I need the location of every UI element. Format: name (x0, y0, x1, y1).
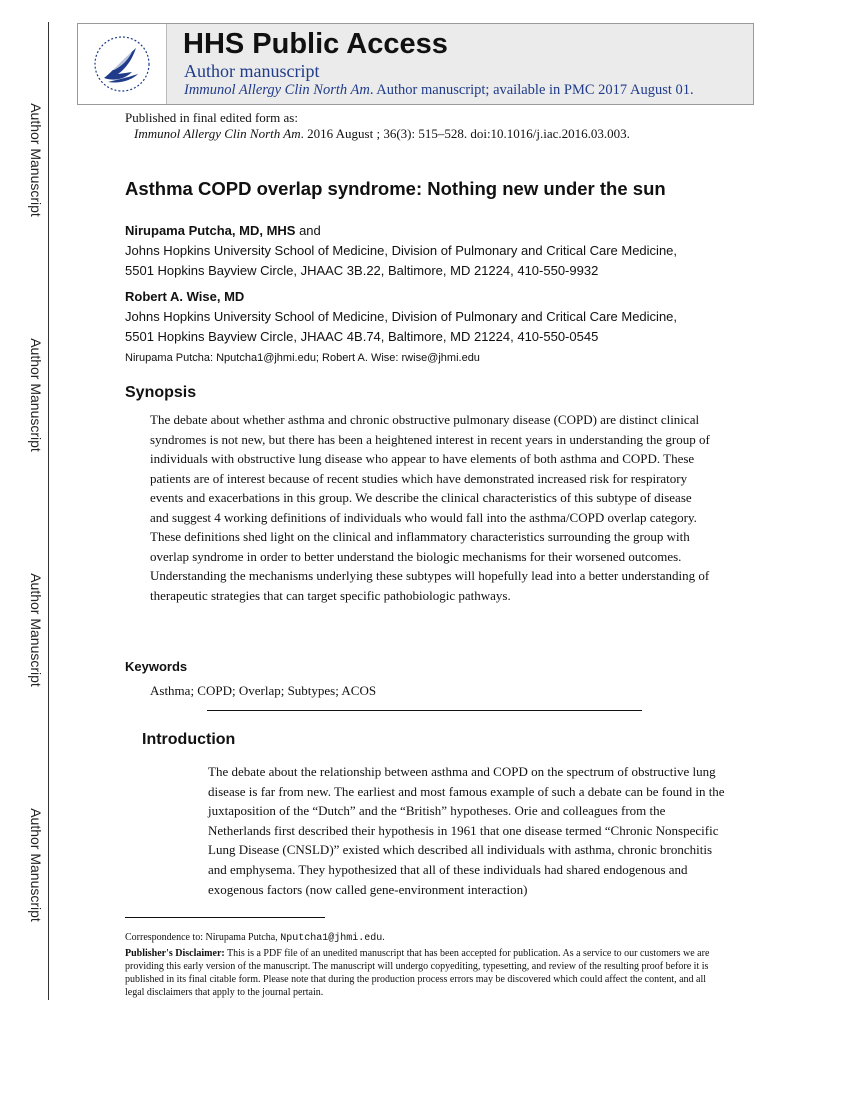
hhs-eagle-logo-icon (78, 24, 167, 104)
banner-title: HHS Public Access (183, 28, 448, 60)
side-label: Author Manuscript (28, 338, 44, 452)
author-emails: Nirupama Putcha: Nputcha1@jhmi.edu; Robert A. Wise: rwise@jhmi.edu (125, 352, 480, 364)
banner-citation: Immunol Allergy Clin North Am. Author manuscript; available in PMC 2017 August 01. (184, 82, 694, 98)
hhs-header-banner (77, 23, 754, 105)
keywords-heading: Keywords (125, 659, 188, 674)
introduction-text: The debate about the relationship between asthma and COPD on the spectrum of obstructive lung disease is far from new. The earliest and most famous example of such a debate can be found in the juxtaposition of the “Dutch” and the “British” hypotheses. Orie and colleagues from the Netherlands first described their hypothesis in 1961 that one disease termed “Chronic Nonspecific Lung Disease (CNSLD)” existed which described all individuals with asthma, chronic bronchitis and emphysema. They hypothesized that all of these individuals had shared endogenous and exogenous factors (now called gene-environment interaction) (208, 764, 725, 897)
correspondence-email: Nputcha1@jhmi.edu (280, 933, 383, 944)
article-title: Asthma COPD overlap syndrome: Nothing new under the sun (125, 178, 666, 199)
publication-citation: Immunol Allergy Clin North Am. 2016 August ; 36(3): 515–528. doi:10.1016/j.iac.2016.03.003. (134, 126, 630, 141)
author-address: 5501 Hopkins Bayview Circle, JHAAC 4B.74, Baltimore, MD 21224, 410-550-0545 (125, 329, 599, 344)
author-name: Robert A. Wise, MD (125, 289, 245, 304)
author-address: 5501 Hopkins Bayview Circle, JHAAC 3B.22, Baltimore, MD 21224, 410-550-9932 (125, 263, 599, 278)
footnote-divider (125, 917, 325, 918)
author-affiliation: Johns Hopkins University School of Medicine, Division of Pulmonary and Critical Care Medicine, (125, 309, 678, 324)
author-block (125, 287, 677, 347)
correspondence-note: Correspondence to: Nirupama Putcha, Nputcha1@jhmi.edu. (125, 932, 385, 944)
keywords-text: Asthma; COPD; Overlap; Subtypes; ACOS (150, 683, 377, 698)
side-label: Author Manuscript (28, 808, 44, 922)
banner-subtitle: Author manuscript (184, 61, 320, 81)
author-name: Nirupama Putcha, MD, MHS (125, 223, 296, 238)
published-in-label: Published in final edited form as: (125, 110, 298, 125)
author-block: Nirupama Putcha, MD, MHS and Johns Hopkins University School of Medicine, Division of Pulmonary and Critical Care Medicine, 5501 Hopkins Bayview Circle, JHAAC 3B.22, Baltimore, MD 21224, 410-550-9932 (125, 221, 677, 281)
author-affiliation: Johns Hopkins University School of Medicine, Division of Pulmonary and Critical Care Medicine, (125, 243, 678, 258)
section-divider (207, 710, 642, 711)
side-label: Author Manuscript (28, 573, 44, 687)
synopsis-heading: Synopsis (125, 384, 197, 401)
side-label: Author Manuscript (28, 103, 44, 217)
synopsis-text: The debate about whether asthma and chronic obstructive pulmonary disease (COPD) are distinct clinical syndromes is not new, but there has been a heightened interest in recent years in understanding the group of individuals with obstructive lung disease who appear to have elements of both asthma and COPD. These patients are of interest because of recent studies which have demonstrated increased risk for respiratory events and exacerbations in this group. We describe the clinical characteristics of this subtype of disease and suggest 4 working definitions of individuals who would fall into the asthma/COPD overlap category. These definitions shed light on the clinical and inflammatory characteristics surrounding the group with overlap syndrome in order to better understand the biologic mechanisms for their worsened outcomes. Understanding the mechanisms underlying these subtypes will hopefully lead into a better understanding of therapeutic strategies that can target specific pathobiologic pathways. (150, 412, 710, 603)
publisher-disclaimer: Publisher's Disclaimer: This is a PDF file of an unedited manuscript that has been accepted for publication. As a service to our customers we are providing this early version of the manuscript. The manuscript will undergo copyediting, typesetting, and review of the resulting proof before it is published in its final citable form. Please note that during the production process errors may be discovered which could affect the content, and all legal disclaimers that apply to the journal pertain. (125, 948, 710, 998)
introduction-heading: Introduction (142, 731, 236, 748)
margin-rule (48, 22, 49, 1000)
